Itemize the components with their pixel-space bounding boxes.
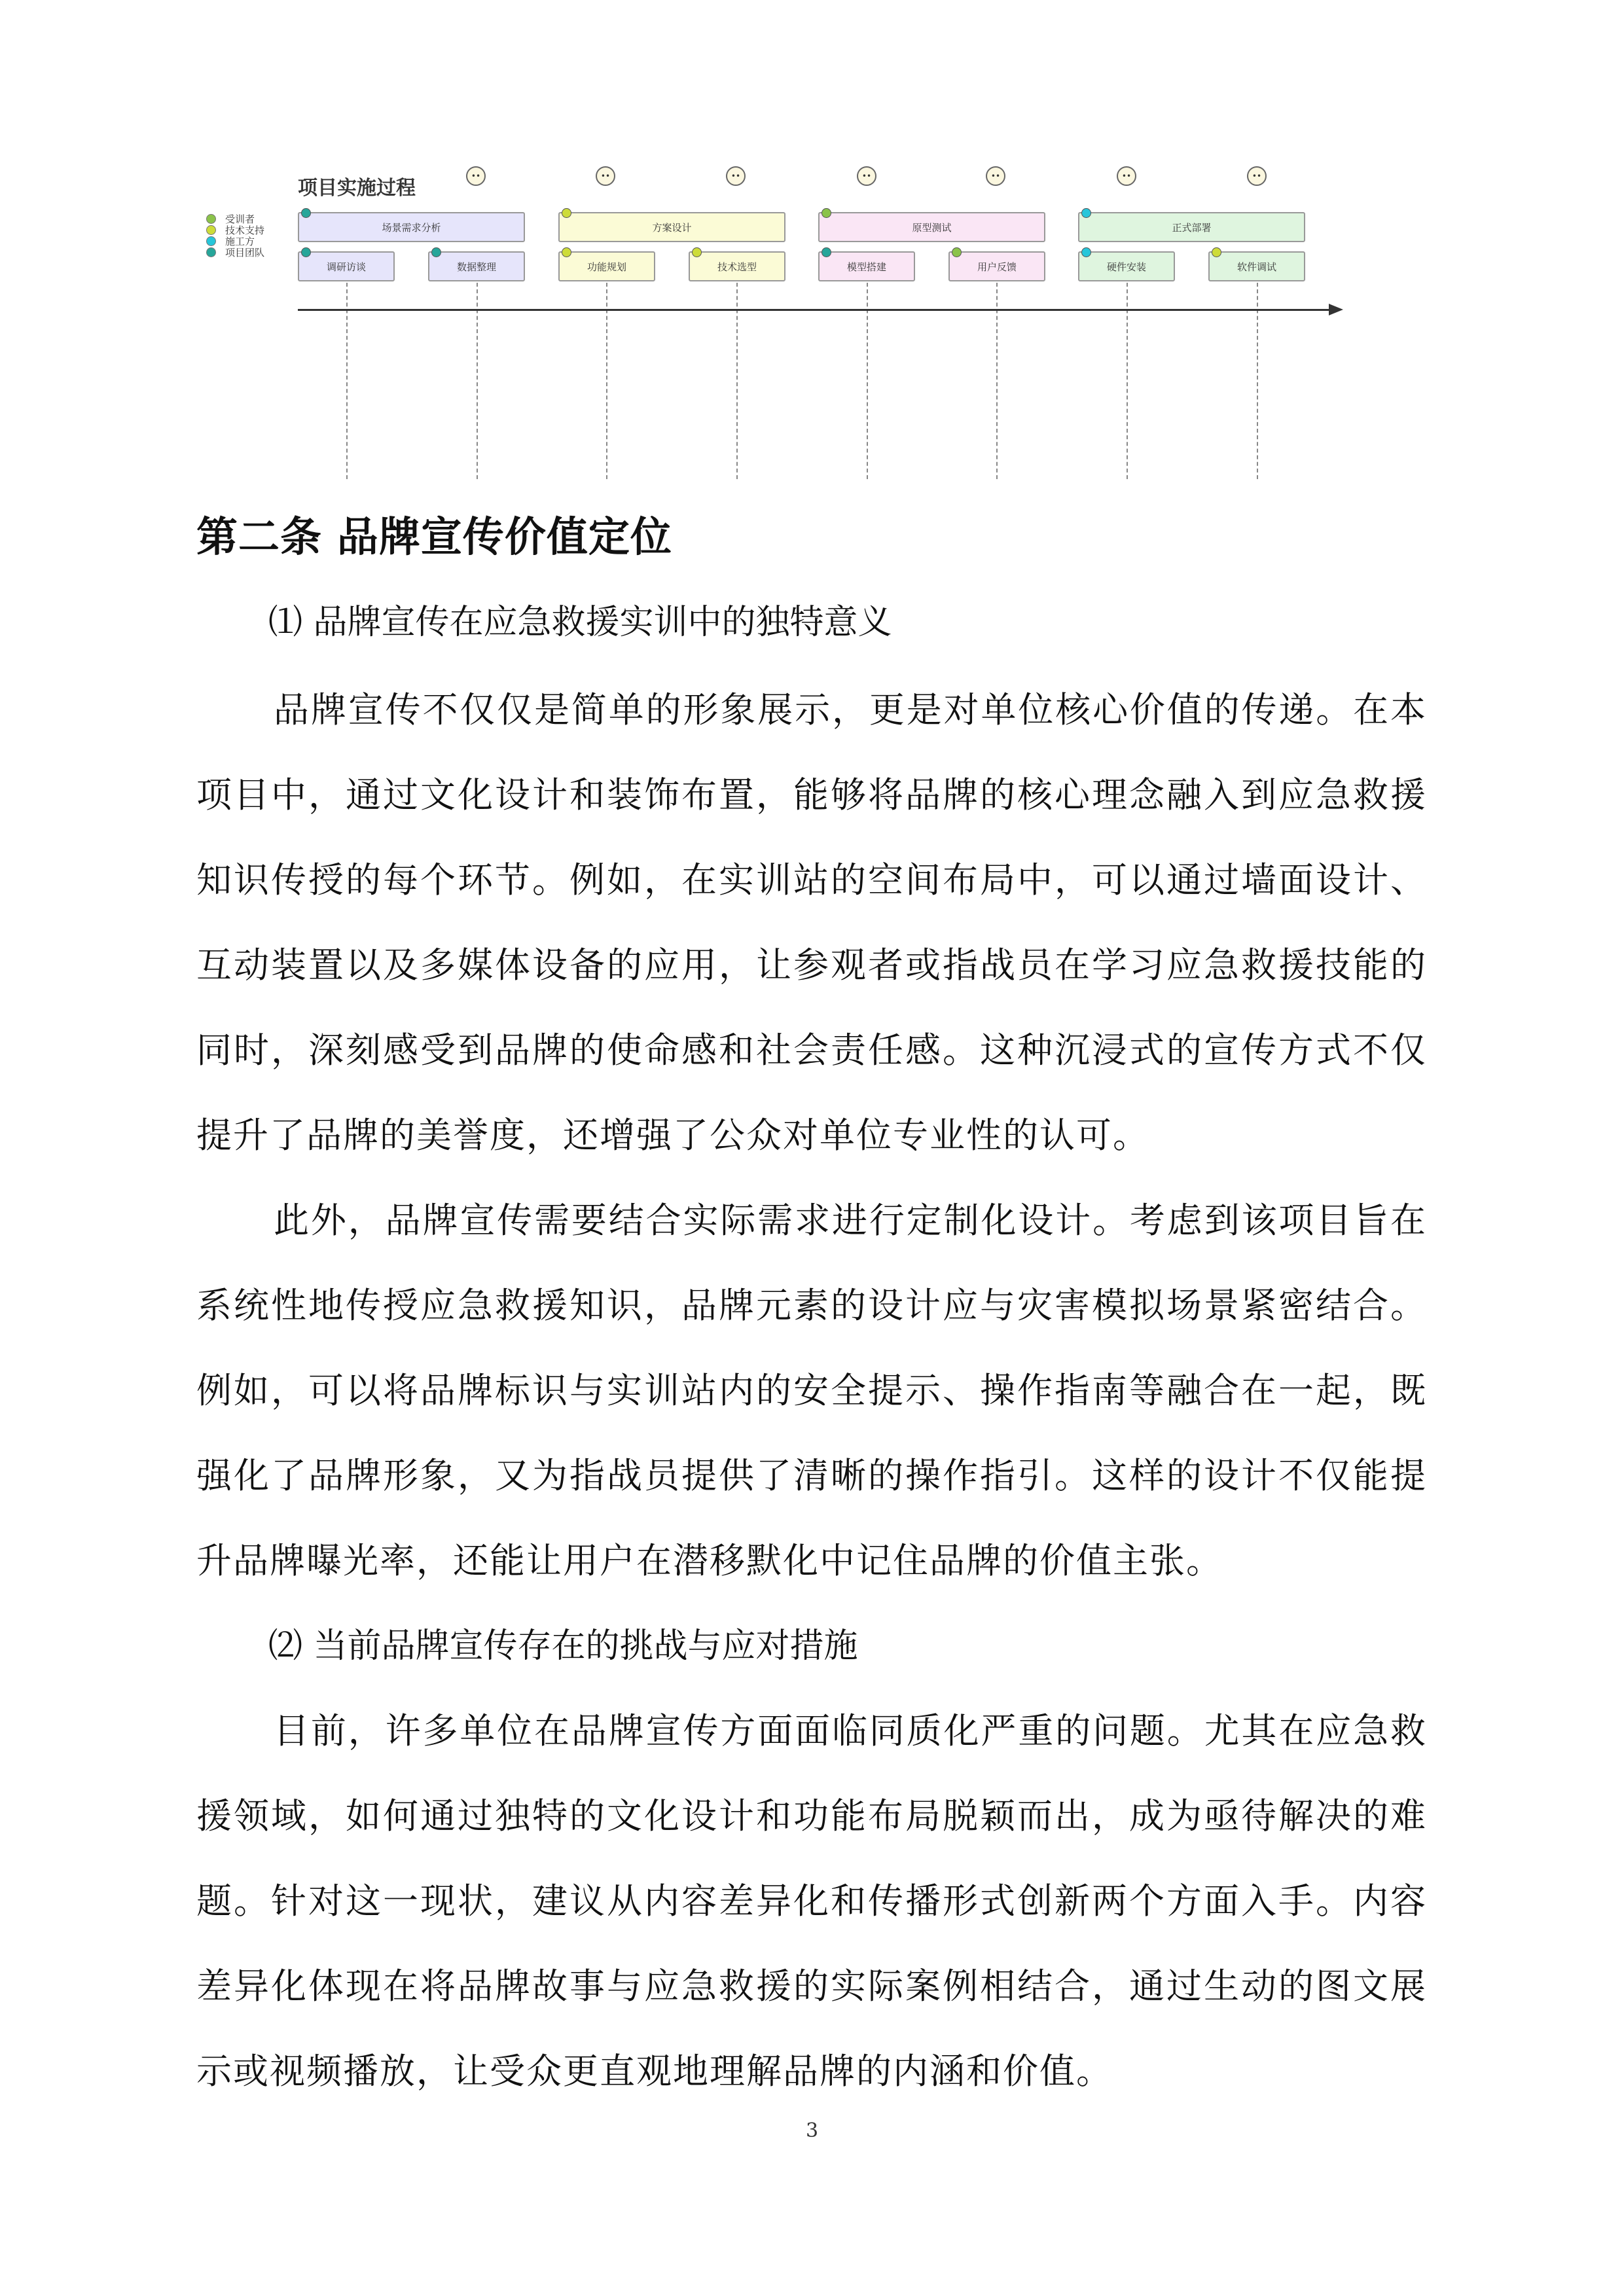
actor-marker-icon [1212, 247, 1221, 257]
task-box: 用户反馈 [948, 251, 1045, 281]
actor-marker-icon [692, 247, 702, 257]
legend-dot-icon [206, 236, 216, 246]
milestone-icon: •• [466, 166, 486, 186]
actor-marker-icon [1081, 208, 1091, 218]
milestone-guide-line [867, 283, 868, 479]
milestone-guide-line [346, 283, 348, 479]
timeline-axis [298, 309, 1331, 311]
phase-box: 正式部署 [1078, 212, 1305, 242]
legend-dot-icon [206, 214, 216, 224]
milestone-guide-line [1127, 283, 1128, 479]
legend-label: 项目团队 [225, 247, 265, 259]
task-box: 模型搭建 [818, 251, 915, 281]
task-box: 软件调试 [1208, 251, 1305, 281]
milestone-icon: •• [857, 166, 876, 186]
phase-box: 方案设计 [558, 212, 785, 242]
milestone-guide-line [1257, 283, 1258, 479]
phase-box: 原型测试 [818, 212, 1045, 242]
section-heading: 第二条 品牌宣传价值定位 [196, 512, 672, 561]
subheading-2: ⑵ 当前品牌宣传存在的挑战与应对措施 [268, 1626, 858, 1666]
actor-marker-icon [1081, 247, 1091, 257]
task-box: 硬件安装 [1078, 251, 1175, 281]
milestone-guide-line [477, 283, 478, 479]
task-box: 调研访谈 [298, 251, 395, 281]
page-number: 3 [805, 2119, 819, 2142]
actor-marker-icon [952, 247, 962, 257]
subheading-1: ⑴ 品牌宣传在应急救援实训中的独特意义 [268, 603, 892, 642]
project-timeline-diagram [196, 157, 1362, 484]
phase-box: 场景需求分析 [298, 212, 525, 242]
actor-marker-icon [821, 208, 831, 218]
paragraph-3: 目前，许多单位在品牌宣传方面面临同质化严重的问题。尤其在应急救援领域，如何通过独特的文化设计和功能布局脱颖而出，成为亟待解决的难题。针对这一现状，建议从内容差异化和传播形式创新两个方面入手。内容差异化体现在将品牌故事与应急救援的实际案例相结合，通过生动的图文展示或视频播放，让受众更直观地理解品牌的内涵和价值。 [196, 1710, 1427, 2092]
legend-item [206, 247, 264, 258]
timeline-arrow-icon [1329, 304, 1343, 315]
milestone-icon: •• [1117, 166, 1136, 186]
milestone-guide-line [606, 283, 607, 479]
legend-label: 技术支持 [225, 224, 265, 236]
task-box: 技术选型 [689, 251, 785, 281]
milestone-icon: •• [1247, 166, 1267, 186]
legend-label: 受训者 [225, 213, 255, 225]
actor-marker-icon [562, 247, 571, 257]
milestone-icon: •• [726, 166, 746, 186]
task-box: 数据整理 [428, 251, 525, 281]
paragraph-2: 此外，品牌宣传需要结合实际需求进行定制化设计。考虑到该项目旨在系统性地传授应急救援知识，品牌元素的设计应与灾害模拟场景紧密结合。例如，可以将品牌标识与实训站内的安全提示、操作指南等融合在一起，既强化了品牌形象，又为指战员提供了清晰的操作指引。这样的设计不仅能提升品牌曝光率，还能让用户在潜移默化中记住品牌的价值主张。 [196, 1200, 1427, 1581]
milestone-guide-line [736, 283, 738, 479]
actor-marker-icon [301, 208, 311, 218]
legend-label: 施工方 [225, 236, 255, 247]
milestone-icon: •• [986, 166, 1005, 186]
legend-dot-icon [206, 247, 216, 257]
legend-dot-icon [206, 225, 216, 235]
milestone-icon: •• [596, 166, 615, 186]
diagram-legend [206, 213, 264, 258]
diagram-title: 项目实施过程 [298, 177, 416, 200]
actor-marker-icon [431, 247, 441, 257]
actor-marker-icon [821, 247, 831, 257]
actor-marker-icon [301, 247, 311, 257]
actor-marker-icon [562, 208, 571, 218]
paragraph-1: 品牌宣传不仅仅是简单的形象展示，更是对单位核心价值的传递。在本项目中，通过文化设计和装饰布置，能够将品牌的核心理念融入到应急救援知识传授的每个环节。例如，在实训站的空间布局中，可以通过墙面设计、互动装置以及多媒体设备的应用，让参观者或指战员在学习应急救援技能的同时，深刻感受到品牌的使命感和社会责任感。这种沉浸式的宣传方式不仅提升了品牌的美誉度，还增强了公众对单位专业性的认可。 [196, 689, 1427, 1156]
milestone-guide-line [996, 283, 998, 479]
task-box: 功能规划 [558, 251, 655, 281]
